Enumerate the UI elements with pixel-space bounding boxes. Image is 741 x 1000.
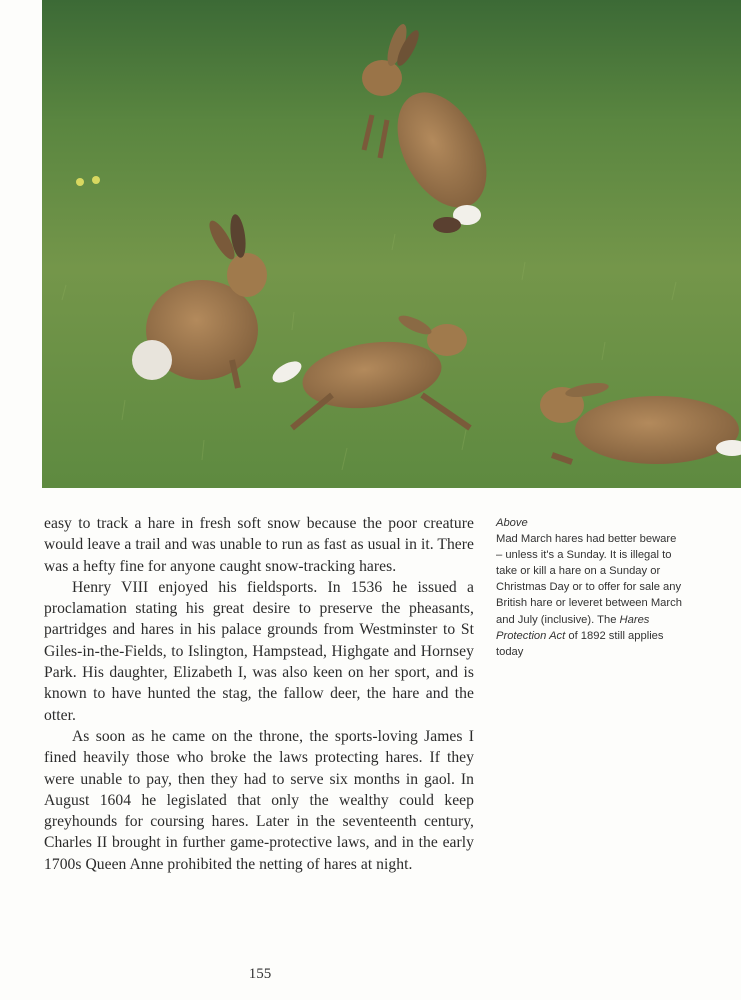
body-text [44, 513, 474, 875]
page-number: 155 [248, 966, 272, 982]
caption-act-title: Hares Protection Act [496, 613, 650, 642]
hares-photo [42, 0, 741, 488]
caption-text-part: of 1892 still applies today [496, 629, 664, 658]
paragraph: As soon as he came on the throne, the sports-loving James I fined heavily those who broke the laws protecting hares. If they were unable to pay, then they had to serve six months in gaol. In August 1604 he legislated that only the wealthy could keep greyhounds for coursing hares. Later in the seventeenth century, Charles II brought in further game-protective laws, and in the early 1700s Queen Anne prohibited the netting of hares at night. [44, 727, 474, 873]
paragraph: easy to track a hare in fresh soft snow because the poor creature would leave a trail and was unable to run as fast as usual in it. There was a hefty fine for anyone caught snow-tracking hares. [44, 515, 474, 575]
paragraph: Henry VIII enjoyed his fieldsports. In 1536 he issued a proclamation stating his great desire to preserve the pheasants, partridges and hares in his palace grounds from Westminster to St Giles-in-the-Fields, to Islington, Hampstead, Highgate and Hornsey Park. His daughter, Elizabeth I, was also keen on her sport, and is known to have hunted the stag, the fallow deer, the hare and the otter. [44, 578, 474, 724]
hares-illustration [42, 0, 741, 488]
photo-caption [496, 515, 684, 660]
caption-lead: Above [496, 517, 528, 529]
caption-text [496, 533, 682, 658]
caption-text-part: Mad March hares had better beware – unless it's a Sunday. It is illegal to take or kill a hare on a Sunday or Christmas Day or to offer for sale any British hare or leveret between March and July (inclusive). The [496, 533, 682, 626]
